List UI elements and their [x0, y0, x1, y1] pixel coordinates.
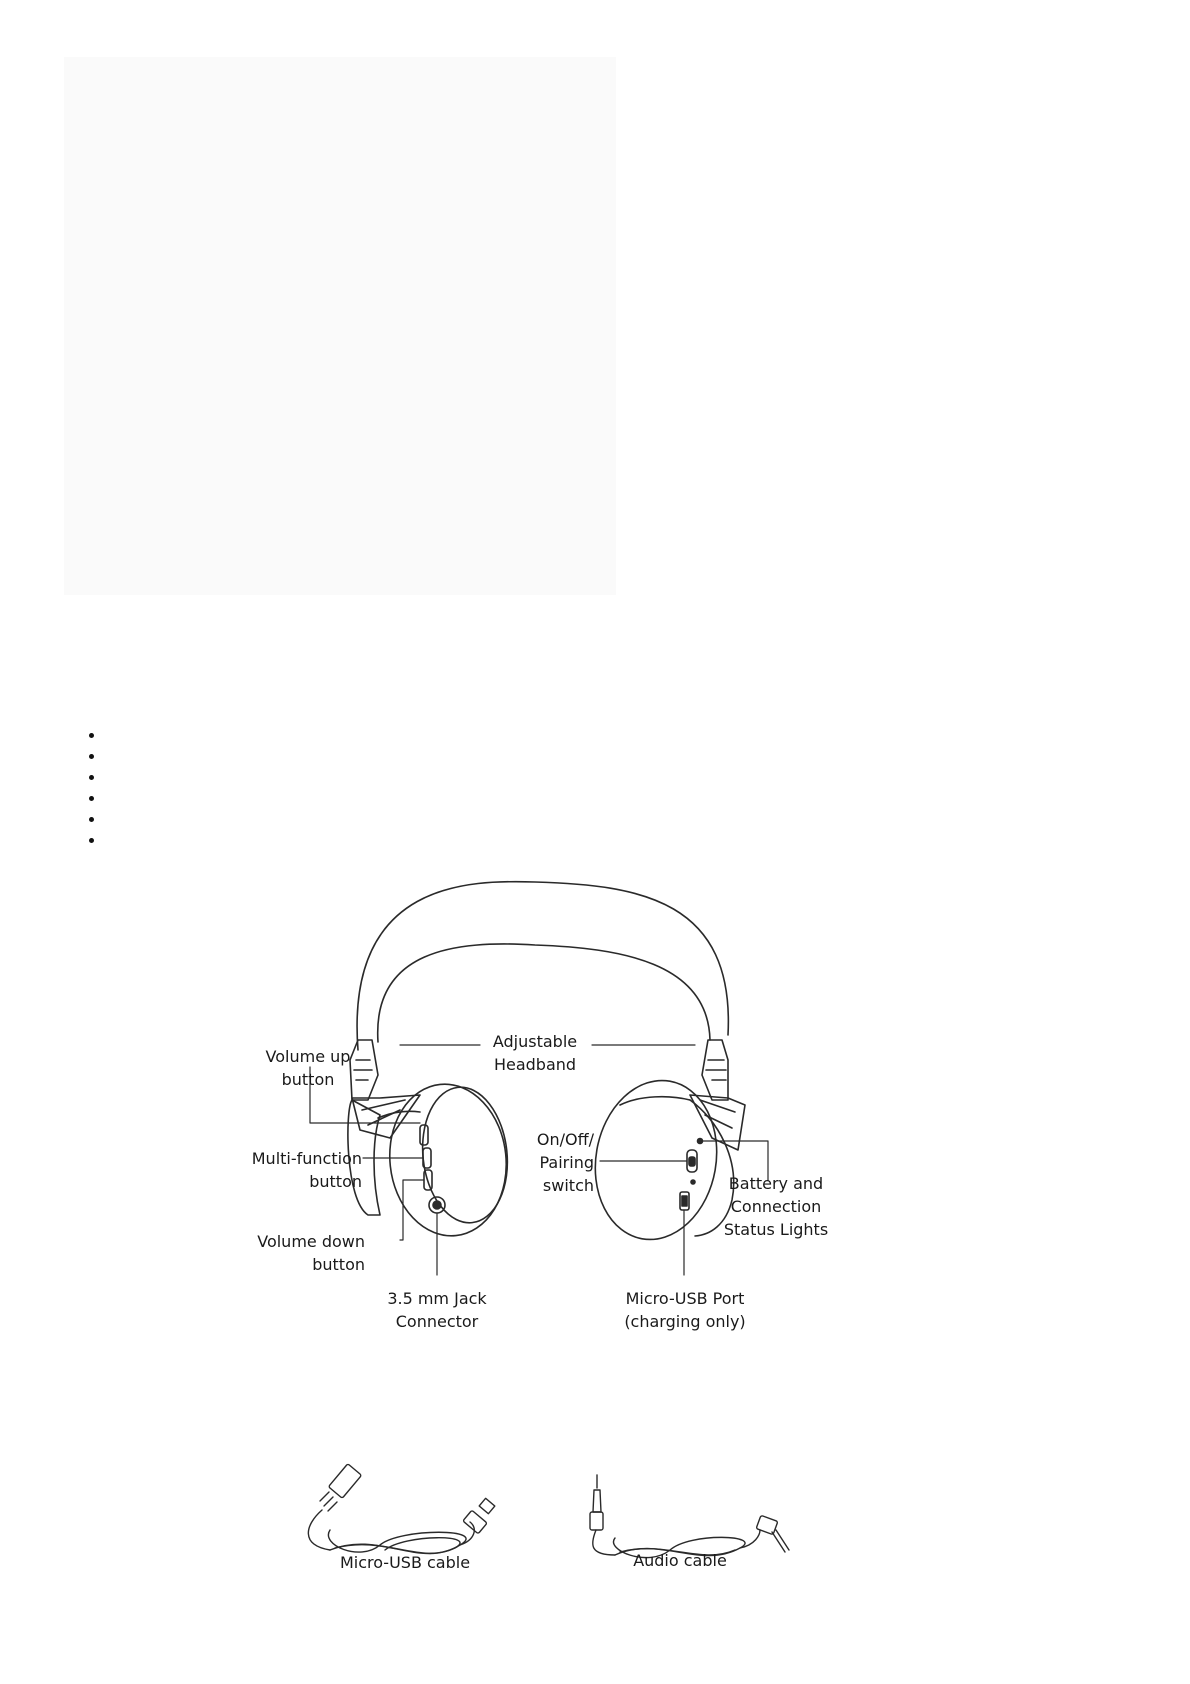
- label-volume-down: Volume down button: [257, 1232, 365, 1274]
- audio-cable-label: Audio cable: [633, 1551, 727, 1570]
- audio-cable-icon: [590, 1475, 789, 1558]
- label-status-lights: Battery and Connection Status Lights: [723, 1174, 829, 1239]
- usb-cable-label: Micro-USB cable: [339, 1553, 471, 1572]
- label-pairing-switch: On/Off/ Pairing switch: [536, 1130, 594, 1195]
- label-usb-port: Micro-USB Port (charging only): [624, 1289, 746, 1331]
- label-volume-up: Volume up button: [265, 1047, 351, 1089]
- label-headband: Adjustable Headband: [492, 1032, 578, 1074]
- usb-cable-icon: [308, 1464, 494, 1554]
- label-multi-function: Multi-function button: [251, 1149, 362, 1191]
- label-jack: 3.5 mm Jack Connector: [387, 1289, 487, 1331]
